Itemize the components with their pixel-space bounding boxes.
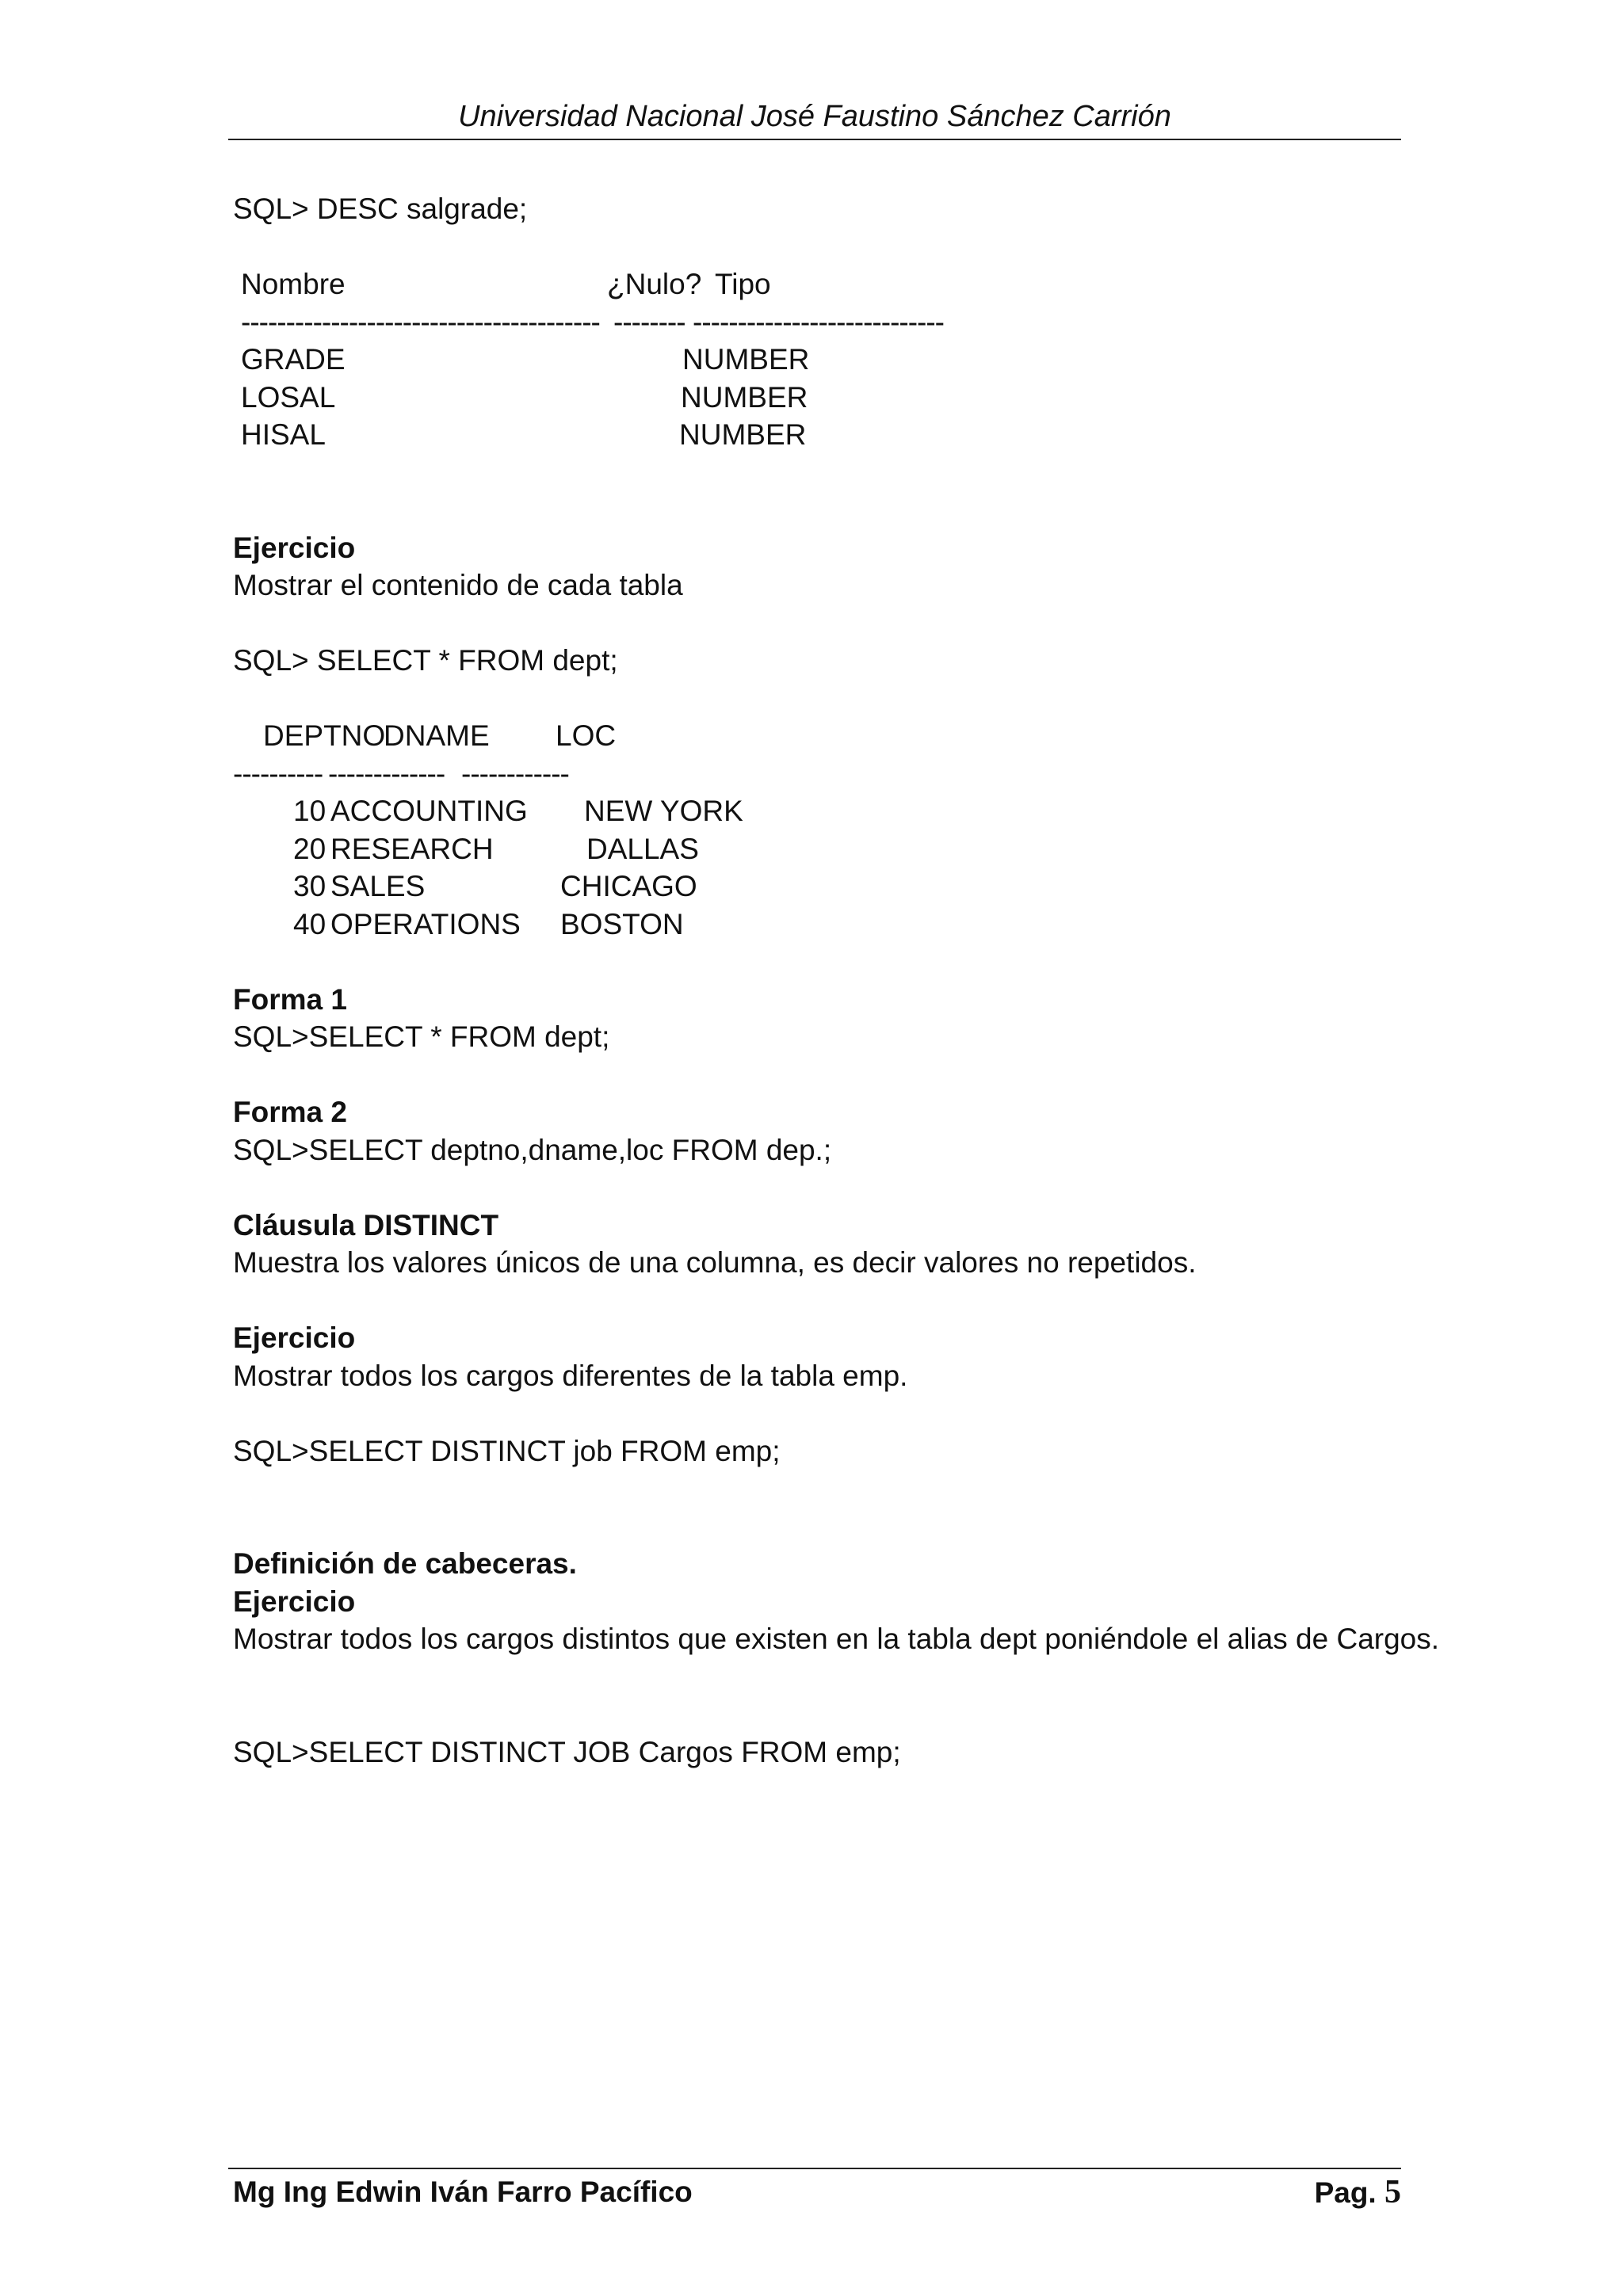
sql-command: SQL>SELECT DISTINCT job FROM emp; <box>233 1434 781 1467</box>
table-row <box>233 906 1406 944</box>
separator-dashes: ---------------------------------------- <box>241 305 600 338</box>
table-row <box>233 830 1406 868</box>
table-cell: 40 <box>293 907 327 940</box>
footer-page <box>1315 2172 1401 2213</box>
footer-author: Mg Ing Edwin Iván Farro Pacífico <box>233 2176 693 2208</box>
section-heading: Definición de cabeceras. <box>233 1547 577 1580</box>
table-row <box>233 792 1406 830</box>
salgrade-header-row <box>233 265 1406 303</box>
section-heading: Ejercicio <box>233 1322 356 1354</box>
table-row <box>233 341 1406 379</box>
separator-dashes: ---------- <box>233 757 323 790</box>
table-cell: GRADE <box>241 343 346 376</box>
paragraph: Mostrar todos los cargos diferentes de la tabla emp. <box>233 1359 908 1392</box>
sql-command: SQL>SELECT DISTINCT JOB Cargos FROM emp; <box>233 1735 901 1768</box>
section-subheading: Ejercicio <box>233 1585 356 1618</box>
separator-dashes: ------------ <box>461 757 569 790</box>
section-heading: Forma 2 <box>233 1096 347 1128</box>
column-header: ¿Nulo? <box>607 268 702 300</box>
footer-rule <box>228 2168 1401 2169</box>
separator-dashes: -------- <box>613 305 685 338</box>
section-heading: Cláusula DISTINCT <box>233 1208 499 1241</box>
column-header: Nombre <box>241 268 346 300</box>
page-header: Universidad Nacional José Faustino Sánchez Carrión <box>458 100 1171 133</box>
table-cell: NUMBER <box>679 418 807 451</box>
table-cell: BOSTON <box>560 907 684 940</box>
column-header: LOC <box>556 719 617 752</box>
table-cell: RESEARCH <box>330 832 494 865</box>
table-cell: DALLAS <box>586 832 699 865</box>
table-cell: 20 <box>293 832 327 865</box>
table-cell: LOSAL <box>241 380 336 414</box>
paragraph: Mostrar todos los cargos distintos que existen en la tabla dept poniéndole el alias de Cargos. <box>233 1623 1440 1655</box>
table-cell: 30 <box>293 870 327 902</box>
table-cell: 10 <box>293 795 327 827</box>
separator-dashes: ---------------------------- <box>693 305 944 338</box>
sql-command: SQL> SELECT * FROM dept; <box>233 644 618 677</box>
separator-row <box>233 755 1406 793</box>
sql-command: SQL>SELECT deptno,dname,loc FROM dep.; <box>233 1133 832 1166</box>
table-cell: NUMBER <box>681 380 808 414</box>
paragraph: Mostrar el contenido de cada tabla <box>233 569 683 601</box>
page-label: Pag. <box>1314 2176 1377 2209</box>
column-header: Tipo <box>715 268 771 300</box>
table-cell: SALES <box>330 870 426 902</box>
sql-command: SQL> DESC salgrade; <box>233 193 528 225</box>
table-cell: HISAL <box>241 418 326 451</box>
table-cell: OPERATIONS <box>330 907 521 940</box>
table-cell: CHICAGO <box>560 870 697 902</box>
header-rule <box>228 139 1401 140</box>
table-cell: ACCOUNTING <box>330 795 528 827</box>
document-body <box>233 190 1440 1771</box>
dept-header-row <box>233 717 1406 755</box>
column-header: DNAME <box>384 719 490 752</box>
column-header: DEPTNO <box>263 719 386 752</box>
table-row <box>233 379 1406 417</box>
paragraph: Muestra los valores únicos de una columna, es decir valores no repetidos. <box>233 1246 1197 1279</box>
section-heading: Forma 1 <box>233 982 347 1016</box>
table-row <box>233 416 1406 454</box>
table-cell: NUMBER <box>682 343 810 376</box>
table-row <box>233 868 1406 906</box>
section-heading: Ejercicio <box>233 531 356 564</box>
separator-dashes: ------------- <box>328 757 445 790</box>
separator-row <box>233 303 1406 341</box>
sql-command: SQL>SELECT * FROM dept; <box>233 1020 610 1053</box>
page-number: 5 <box>1384 2174 1401 2210</box>
table-cell: NEW YORK <box>584 795 743 827</box>
